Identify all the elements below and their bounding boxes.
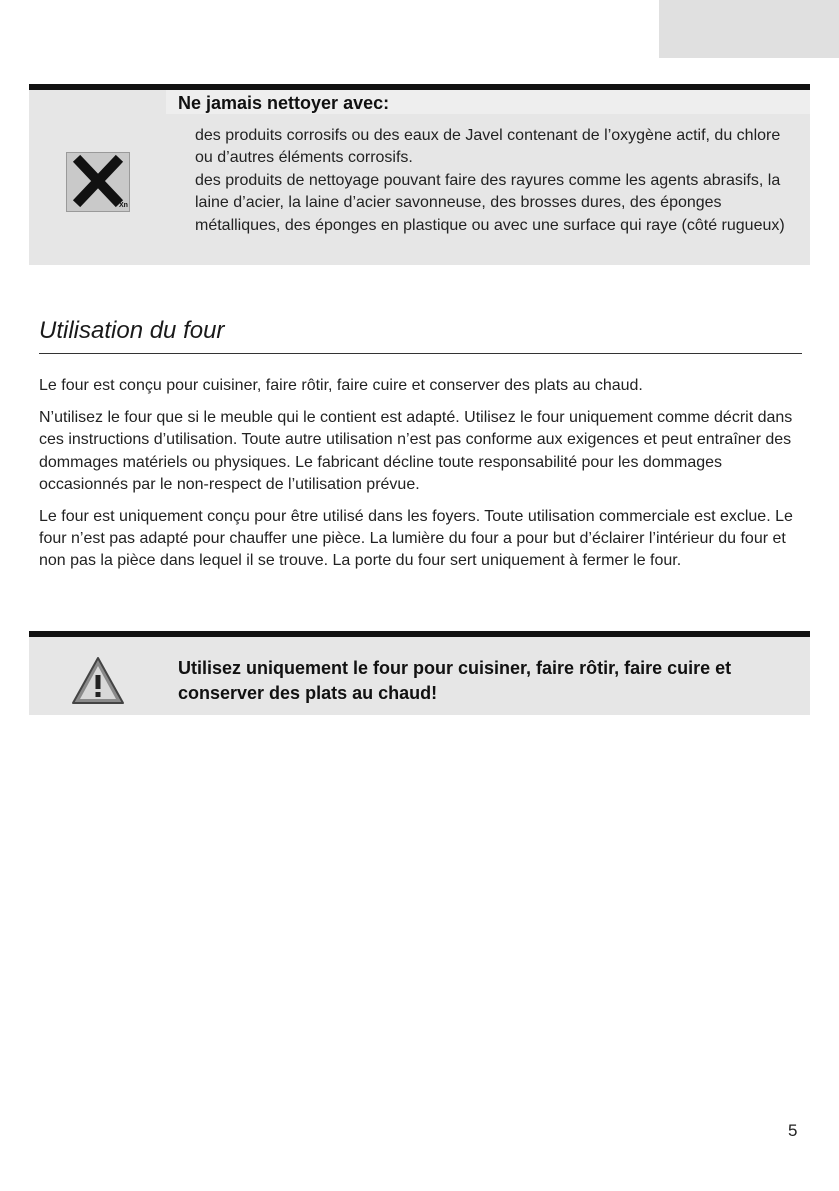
page-number: 5 [788,1121,798,1140]
cleaning-warning-heading: Ne jamais nettoyer avec: [178,93,390,113]
list-item: des produits corrosifs ou des eaux de Javel contenant de l’oxygène actif, du chlore ou d’autres éléments corrosifs. [195,127,781,167]
paragraph: Le four est conçu pour cuisiner, faire rôtir, faire cuire et conserver des plats au chaud. [39,377,643,394]
cleaning-warning-box [29,84,810,265]
paragraph: Le four est uniquement conçu pour être utilisé dans les foyers. Toute utilisation commerciale est exclue. Le four n’est pas adapté pour chauffer une pièce. La lumière du four a pour but d’éclairer l’intérieur du four et non pas la pièce dans lequel il se trouve. La porte du four sert uniquement à fermer le four. [39,508,793,570]
section-body [39,375,794,583]
icon-label: Xn [119,202,128,209]
warning-triangle-icon [70,655,126,707]
corner-tab [659,0,839,58]
harmful-x-icon [66,152,130,212]
paragraph: N’utilisez le four que si le meuble qui le contient est adapté. Utilisez le four uniquement comme décrit dans ces instructions d’utilisation. Toute autre utilisation n’est pas conforme aux exigences et peut entraîner des dommages matériels ou physiques. Le fabricant décline toute responsabilité pour les dommages occasionnés par le non-respect de l’utilisation prévue. [39,409,793,493]
section-divider [39,353,802,354]
usage-warning-text: Utilisez uniquement le four pour cuisiner, faire rôtir, faire cuire et conserver des plats au chaud! [178,658,732,703]
usage-warning-box [29,631,810,715]
list-item: des produits de nettoyage pouvant faire des rayures comme les agents abrasifs, la laine d’acier, la laine d’acier savonneuse, des brosses dures, des éponges métalliques, des éponges en plastique ou avec une surface qui raye (côté rugueux) [195,171,785,234]
cleaning-warning-list [195,125,795,237]
section-title: Utilisation du four [39,317,225,344]
